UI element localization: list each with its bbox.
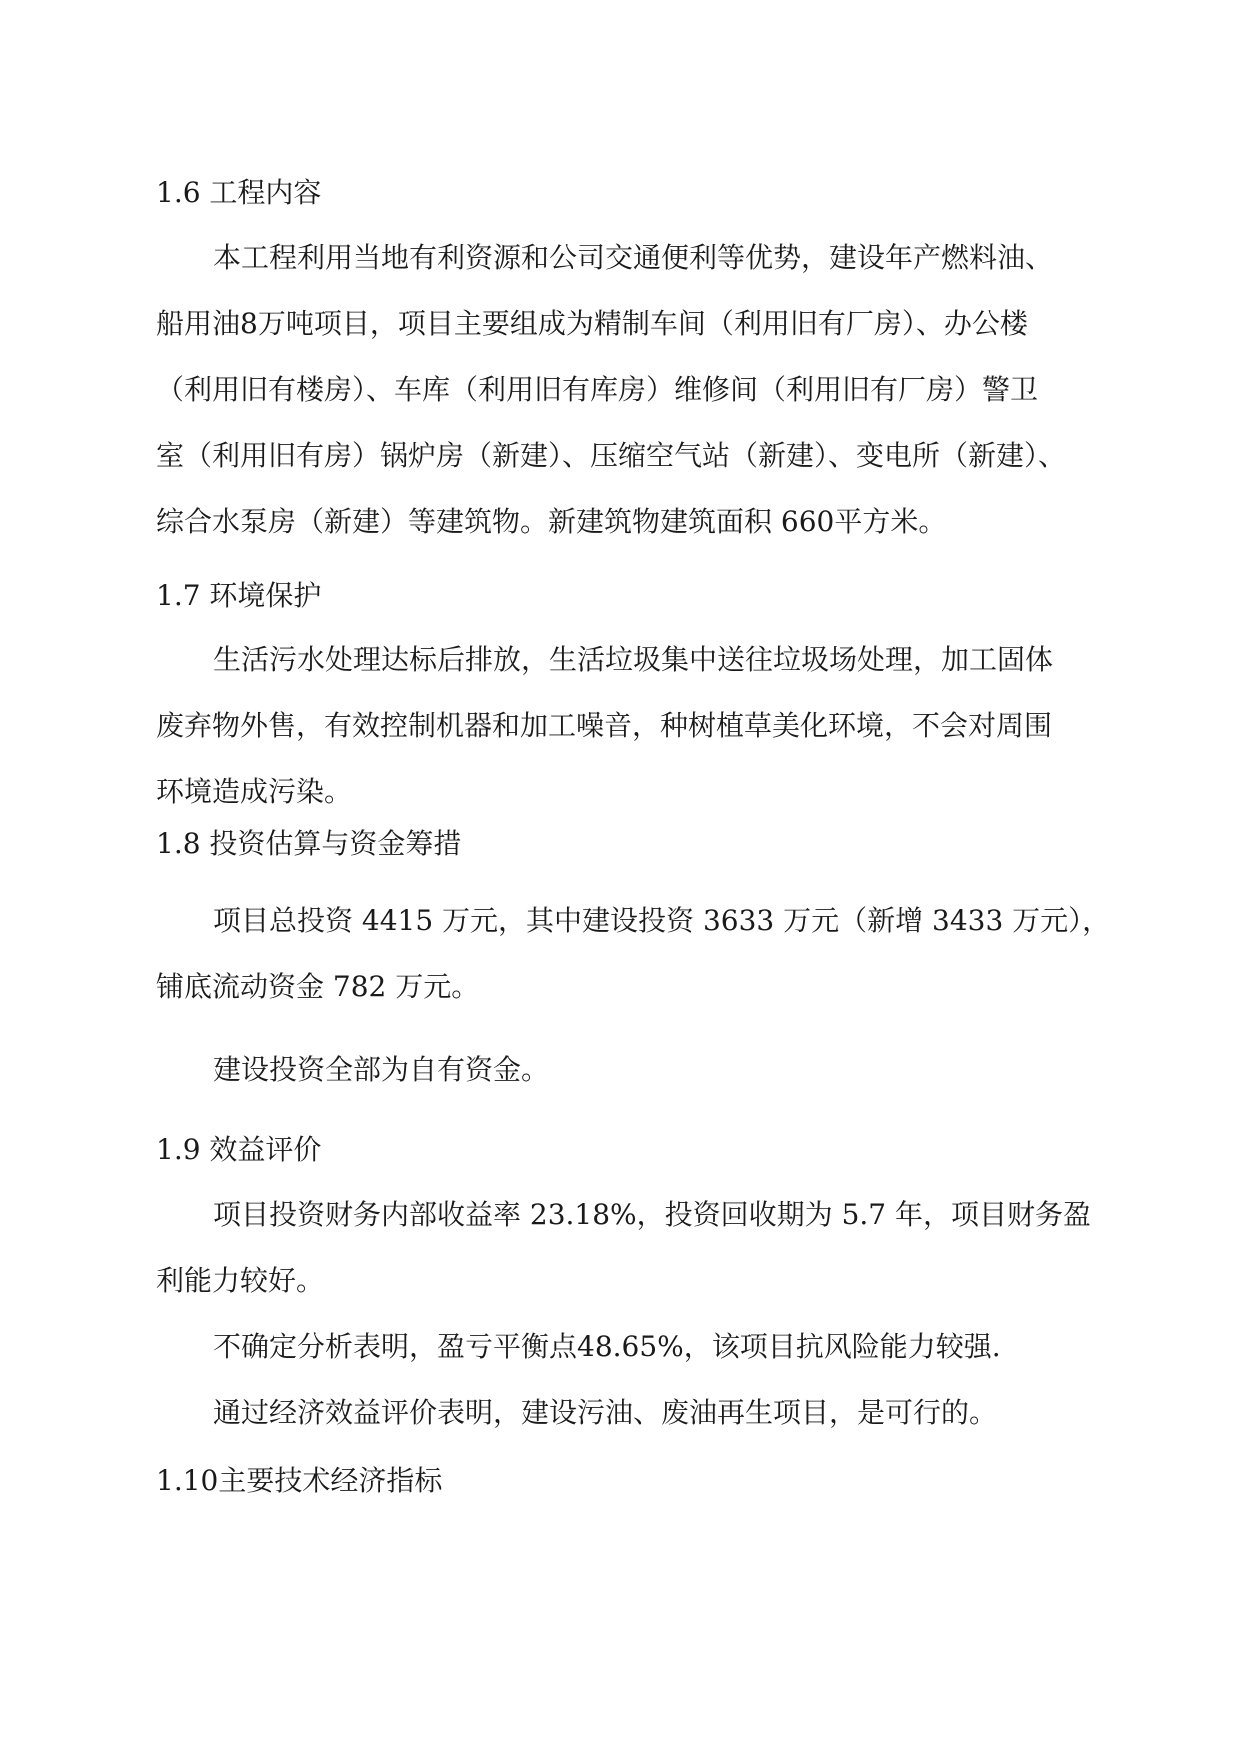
paragraph-benefit: [156, 1182, 1096, 1446]
text-line: 建设投资全部为自有资金。: [213, 1053, 550, 1086]
text-line: 室（利用旧有房）锅炉房（新建）、压缩空气站（新建）、变电所（新建）、: [156, 439, 1067, 472]
text-line: 生活污水处理达标后排放，生活垃圾集中送往垃圾场处理，加工固体: [213, 643, 1054, 676]
text-line: （利用旧有楼房）、车库（利用旧有库房）维修间（利用旧有厂房）警卫: [156, 373, 1039, 406]
paragraph-environment: [156, 627, 1096, 825]
text-line: 通过经济效益评价表明，建设污油、废油再生项目，是可行的。: [213, 1396, 998, 1429]
text-line: 铺底流动资金 782 万元。: [156, 970, 480, 1003]
heading-1-7: 1.7 环境保护: [156, 579, 322, 612]
text-line: 项目投资财务内部收益率 23.18%，投资回收期为 5.7 年，项目财务盈: [213, 1198, 1091, 1231]
paragraph-funding: [156, 1037, 1096, 1103]
text-line: 船用油8万吨项目，项目主要组成为精制车间（利用旧有厂房）、办公楼: [156, 307, 1028, 340]
heading-1-9: 1.9 效益评价: [156, 1133, 322, 1166]
paragraph-engineering-content: [156, 225, 1096, 555]
text-line: 废弃物外售，有效控制机器和加工噪音，种树植草美化环境，不会对周围: [156, 709, 1053, 742]
text-line: 项目总投资 4415 万元，其中建设投资 3633 万元（新增 3433 万元），: [213, 904, 1111, 937]
heading-1-8: 1.8 投资估算与资金筹措: [156, 827, 462, 860]
text-line: 环境造成污染。: [156, 775, 353, 808]
text-line: 本工程利用当地有利资源和公司交通便利等优势，建设年产燃料油、: [213, 241, 1054, 274]
text-line: 综合水泵房（新建）等建筑物。新建筑物建筑面积 660平方米。: [156, 505, 947, 538]
heading-1-10: 1.10主要技术经济指标: [156, 1464, 443, 1497]
text-line: 不确定分析表明，盈亏平衡点48.65%，该项目抗风险能力较强.: [213, 1330, 1001, 1363]
paragraph-investment: [156, 888, 1111, 1020]
heading-1-6: 1.6 工程内容: [156, 176, 322, 209]
text-line: 利能力较好。: [156, 1264, 325, 1297]
